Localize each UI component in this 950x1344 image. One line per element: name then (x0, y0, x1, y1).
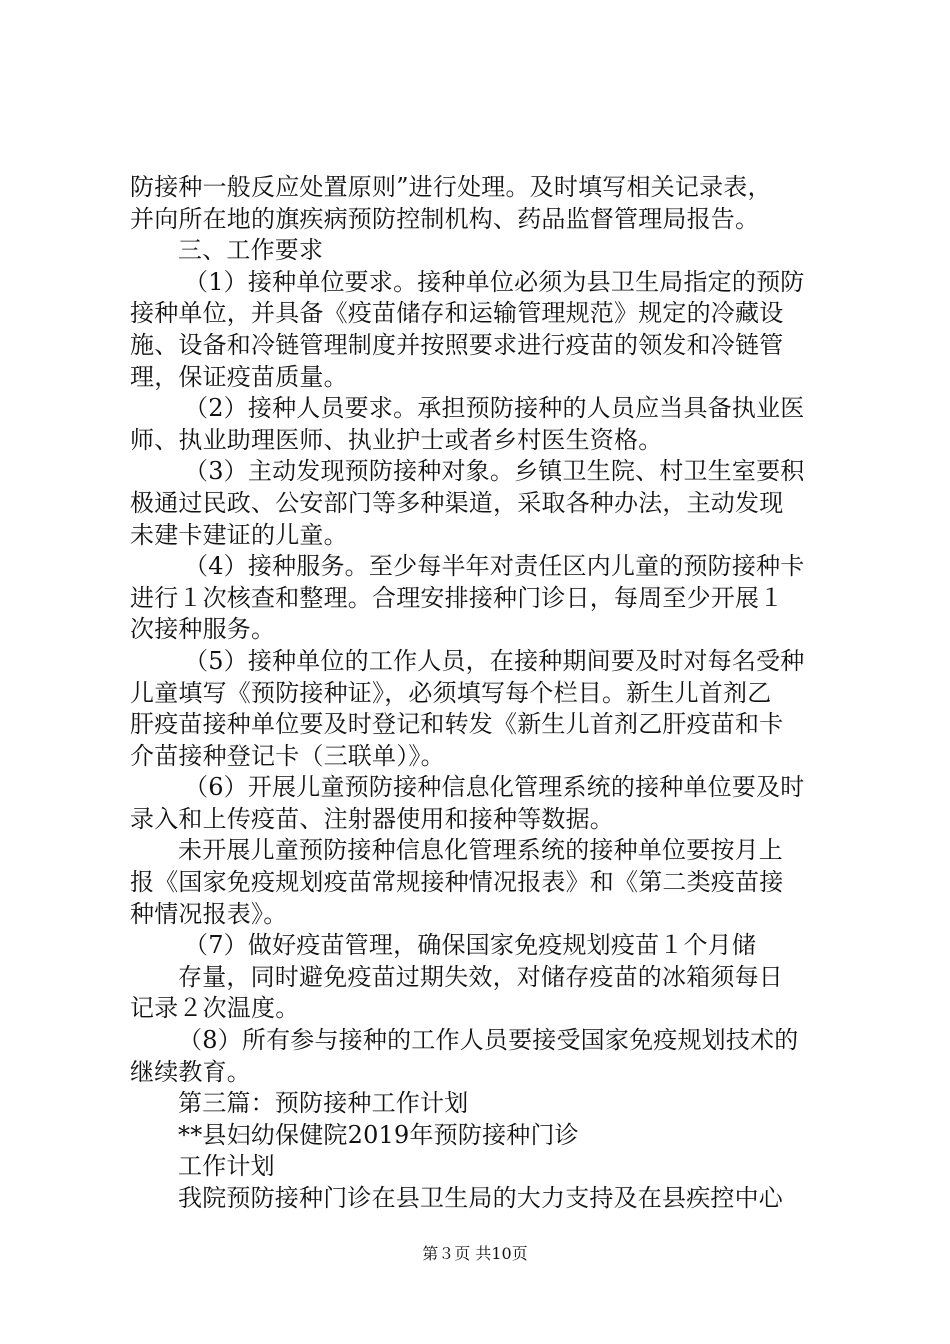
plan-subtitle: 工作计划 (178, 1152, 275, 1181)
paragraph-start: （5）接种单位的工作人员，在接种期间要及时对每名受种 (184, 646, 805, 675)
section-heading: 三、工作要求 (178, 236, 324, 265)
text-line: 并向所在地的旗疾病预防控制机构、药品监督管理局报告。 (130, 204, 760, 233)
paragraph-start: （3）主动发现预防接种对象。乡镇卫生院、村卫生室要积 (184, 457, 805, 486)
page-number-footer: 第３页 共10页 (422, 1244, 528, 1263)
text-line: 记录２次温度。 (130, 994, 300, 1023)
paragraph-start: 未开展儿童预防接种信息化管理系统的接种单位要按月上 (178, 836, 783, 865)
text-line: 师、执业助理医师、执业护士或者乡村医生资格。 (130, 425, 663, 454)
text-line: 次接种服务。 (130, 615, 276, 644)
text-line: 防接种一般反应处置原则”进行处理。及时填写相关记录表， (130, 173, 772, 201)
text-line: 继续教育。 (130, 1057, 251, 1086)
text-line: 未建卡建证的儿童。 (130, 520, 348, 549)
chapter-title: 第三篇：预防接种工作计划 (178, 1089, 469, 1118)
text-line: 儿童填写《预防接种证》，必须填写每个栏目。新生儿首剂乙 (130, 678, 772, 707)
paragraph-start: （2）接种人员要求。承担预防接种的人员应当具备执业医 (184, 394, 805, 423)
text-line: 肝疫苗接种单位要及时登记和转发《新生儿首剂乙肝疫苗和卡 (130, 710, 784, 739)
paragraph-start: 我院预防接种门诊在县卫生局的大力支持及在县疾控中心 (178, 1184, 783, 1212)
text-line: 存量，同时避免疫苗过期失效，对储存疫苗的冰箱须每日 (178, 962, 783, 991)
paragraph-start: （8）所有参与接种的工作人员要接受国家免疫规划技术的 (178, 1026, 799, 1055)
text-line: 极通过民政、公安部门等多种渠道，采取各种办法，主动发现 (130, 488, 784, 517)
document-body (130, 172, 830, 1215)
text-line: 介苗接种登记卡（三联单）》。 (130, 741, 445, 770)
text-line: 进行１次核查和整理。合理安排接种门诊日，每周至少开展１ (130, 583, 784, 612)
text-line: 接种单位，并具备《疫苗储存和运输管理规范》规定的冷藏设 (130, 299, 784, 328)
paragraph-start: （1）接种单位要求。接种单位必须为县卫生局指定的预防 (184, 267, 805, 296)
paragraph-start: （6）开展儿童预防接种信息化管理系统的接种单位要及时 (184, 773, 805, 802)
paragraph-start: （4）接种服务。至少每半年对责任区内儿童的预防接种卡 (184, 552, 805, 581)
text-line: 施、设备和冷链管理制度并按照要求进行疫苗的领发和冷链管 (130, 330, 784, 359)
text-line: 理，保证疫苗质量。 (130, 362, 348, 391)
text-line: 录入和上传疫苗、注射器使用和接种等数据。 (130, 804, 614, 833)
plan-title: **县妇幼保健院2019年预防接种门诊 (178, 1120, 579, 1149)
text-line: 种情况报表》。 (130, 899, 288, 928)
text-line: 报《国家免疫规划疫苗常规接种情况报表》和《第二类疫苗接 (130, 868, 784, 897)
paragraph-start: （7）做好疫苗管理，确保国家免疫规划疫苗１个月储 (184, 931, 757, 960)
